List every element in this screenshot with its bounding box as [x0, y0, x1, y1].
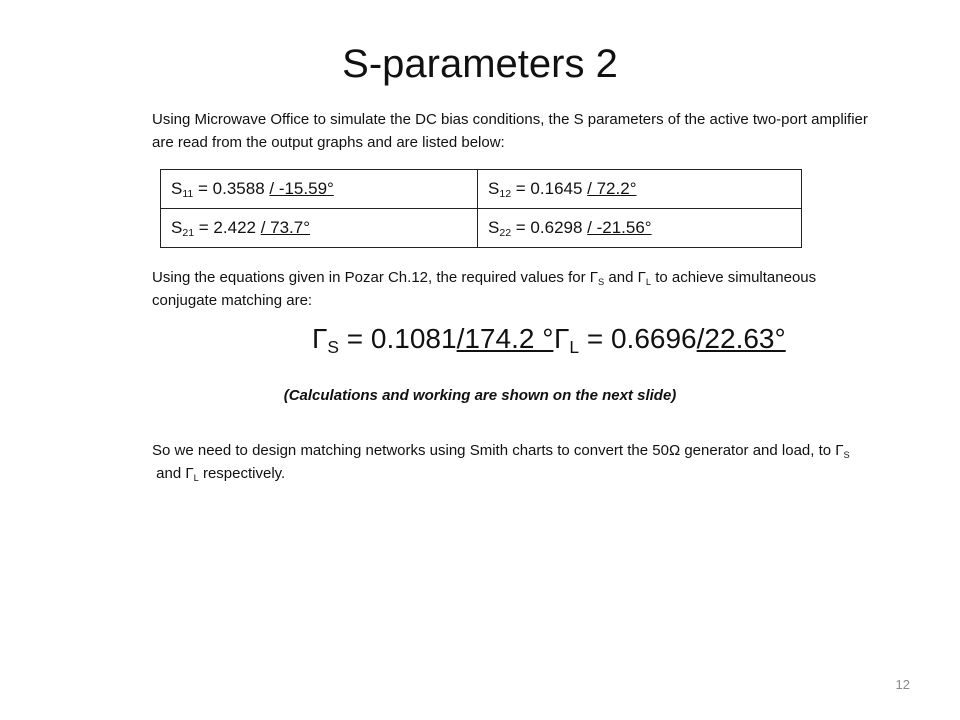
gamma-s-subscript: S	[327, 337, 340, 358]
s12-angle: / 72.2°	[587, 179, 637, 198]
s21-symbol: S	[171, 218, 183, 237]
table-row	[161, 209, 802, 248]
gamma-l-magnitude: = 0.6696	[579, 323, 697, 354]
intro-paragraph: Using Microwave Office to simulate the DC bias conditions, the S parameters of the active two-port amplifier are read from the output graphs and are listed below:	[152, 111, 868, 151]
equations-sub-s: S	[598, 276, 605, 287]
s12-symbol: S	[488, 179, 500, 198]
table-row	[161, 170, 802, 209]
s21-magnitude: = 2.422	[194, 218, 261, 237]
s21-cell	[161, 209, 478, 248]
s11-cell	[161, 170, 478, 209]
s11-angle: / -15.59°	[269, 179, 334, 198]
s22-symbol: S	[488, 218, 500, 237]
s-parameter-table	[160, 169, 802, 248]
s22-subscript: 22	[499, 227, 512, 240]
s12-subscript: 12	[499, 188, 512, 201]
equations-text-part3: to achieve simultaneous conjugate matching are:	[152, 269, 817, 309]
page-number: 12	[895, 677, 910, 692]
matching-text-part3: respectively.	[198, 465, 286, 482]
s22-angle: / -21.56°	[587, 218, 652, 237]
gamma-l-symbol: Γ	[554, 323, 570, 354]
s12-cell	[478, 170, 802, 209]
s21-subscript: 21	[182, 227, 195, 240]
gamma-s-equation	[312, 321, 553, 357]
equations-sub-l: L	[645, 276, 652, 287]
gamma-l-angle: /22.63°	[696, 323, 786, 354]
s22-magnitude: = 0.6298	[511, 218, 588, 237]
equations-text-part1: Using the equations given in Pozar Ch.12, the required values for Γ	[152, 269, 599, 286]
slide-title: S-parameters 2	[342, 42, 618, 86]
gamma-s-angle: /174.2 °	[456, 323, 554, 354]
equations-text-part2: and Γ	[604, 269, 646, 286]
matching-sub-l: L	[193, 472, 199, 483]
gamma-s-magnitude: = 0.1081	[339, 323, 457, 354]
s11-subscript: 11	[182, 188, 194, 201]
matching-text-part1: So we need to design matching networks using Smith charts to convert the 50Ω generator and load, to Γ	[152, 442, 844, 459]
matching-text-part2: and Γ	[152, 465, 194, 482]
s11-magnitude: = 0.3588	[193, 179, 270, 198]
s21-angle: / 73.7°	[260, 218, 311, 237]
equations-paragraph	[152, 266, 882, 312]
s12-magnitude: = 0.1645	[511, 179, 588, 198]
s11-symbol: S	[171, 179, 183, 198]
matching-sub-s: S	[843, 449, 850, 460]
gamma-l-subscript: L	[569, 337, 580, 358]
calculation-note: (Calculations and working are shown on the next slide)	[283, 387, 677, 404]
gamma-l-equation	[554, 321, 786, 357]
s22-cell	[478, 209, 802, 248]
matching-paragraph	[152, 439, 882, 485]
gamma-s-symbol: Γ	[312, 323, 328, 354]
